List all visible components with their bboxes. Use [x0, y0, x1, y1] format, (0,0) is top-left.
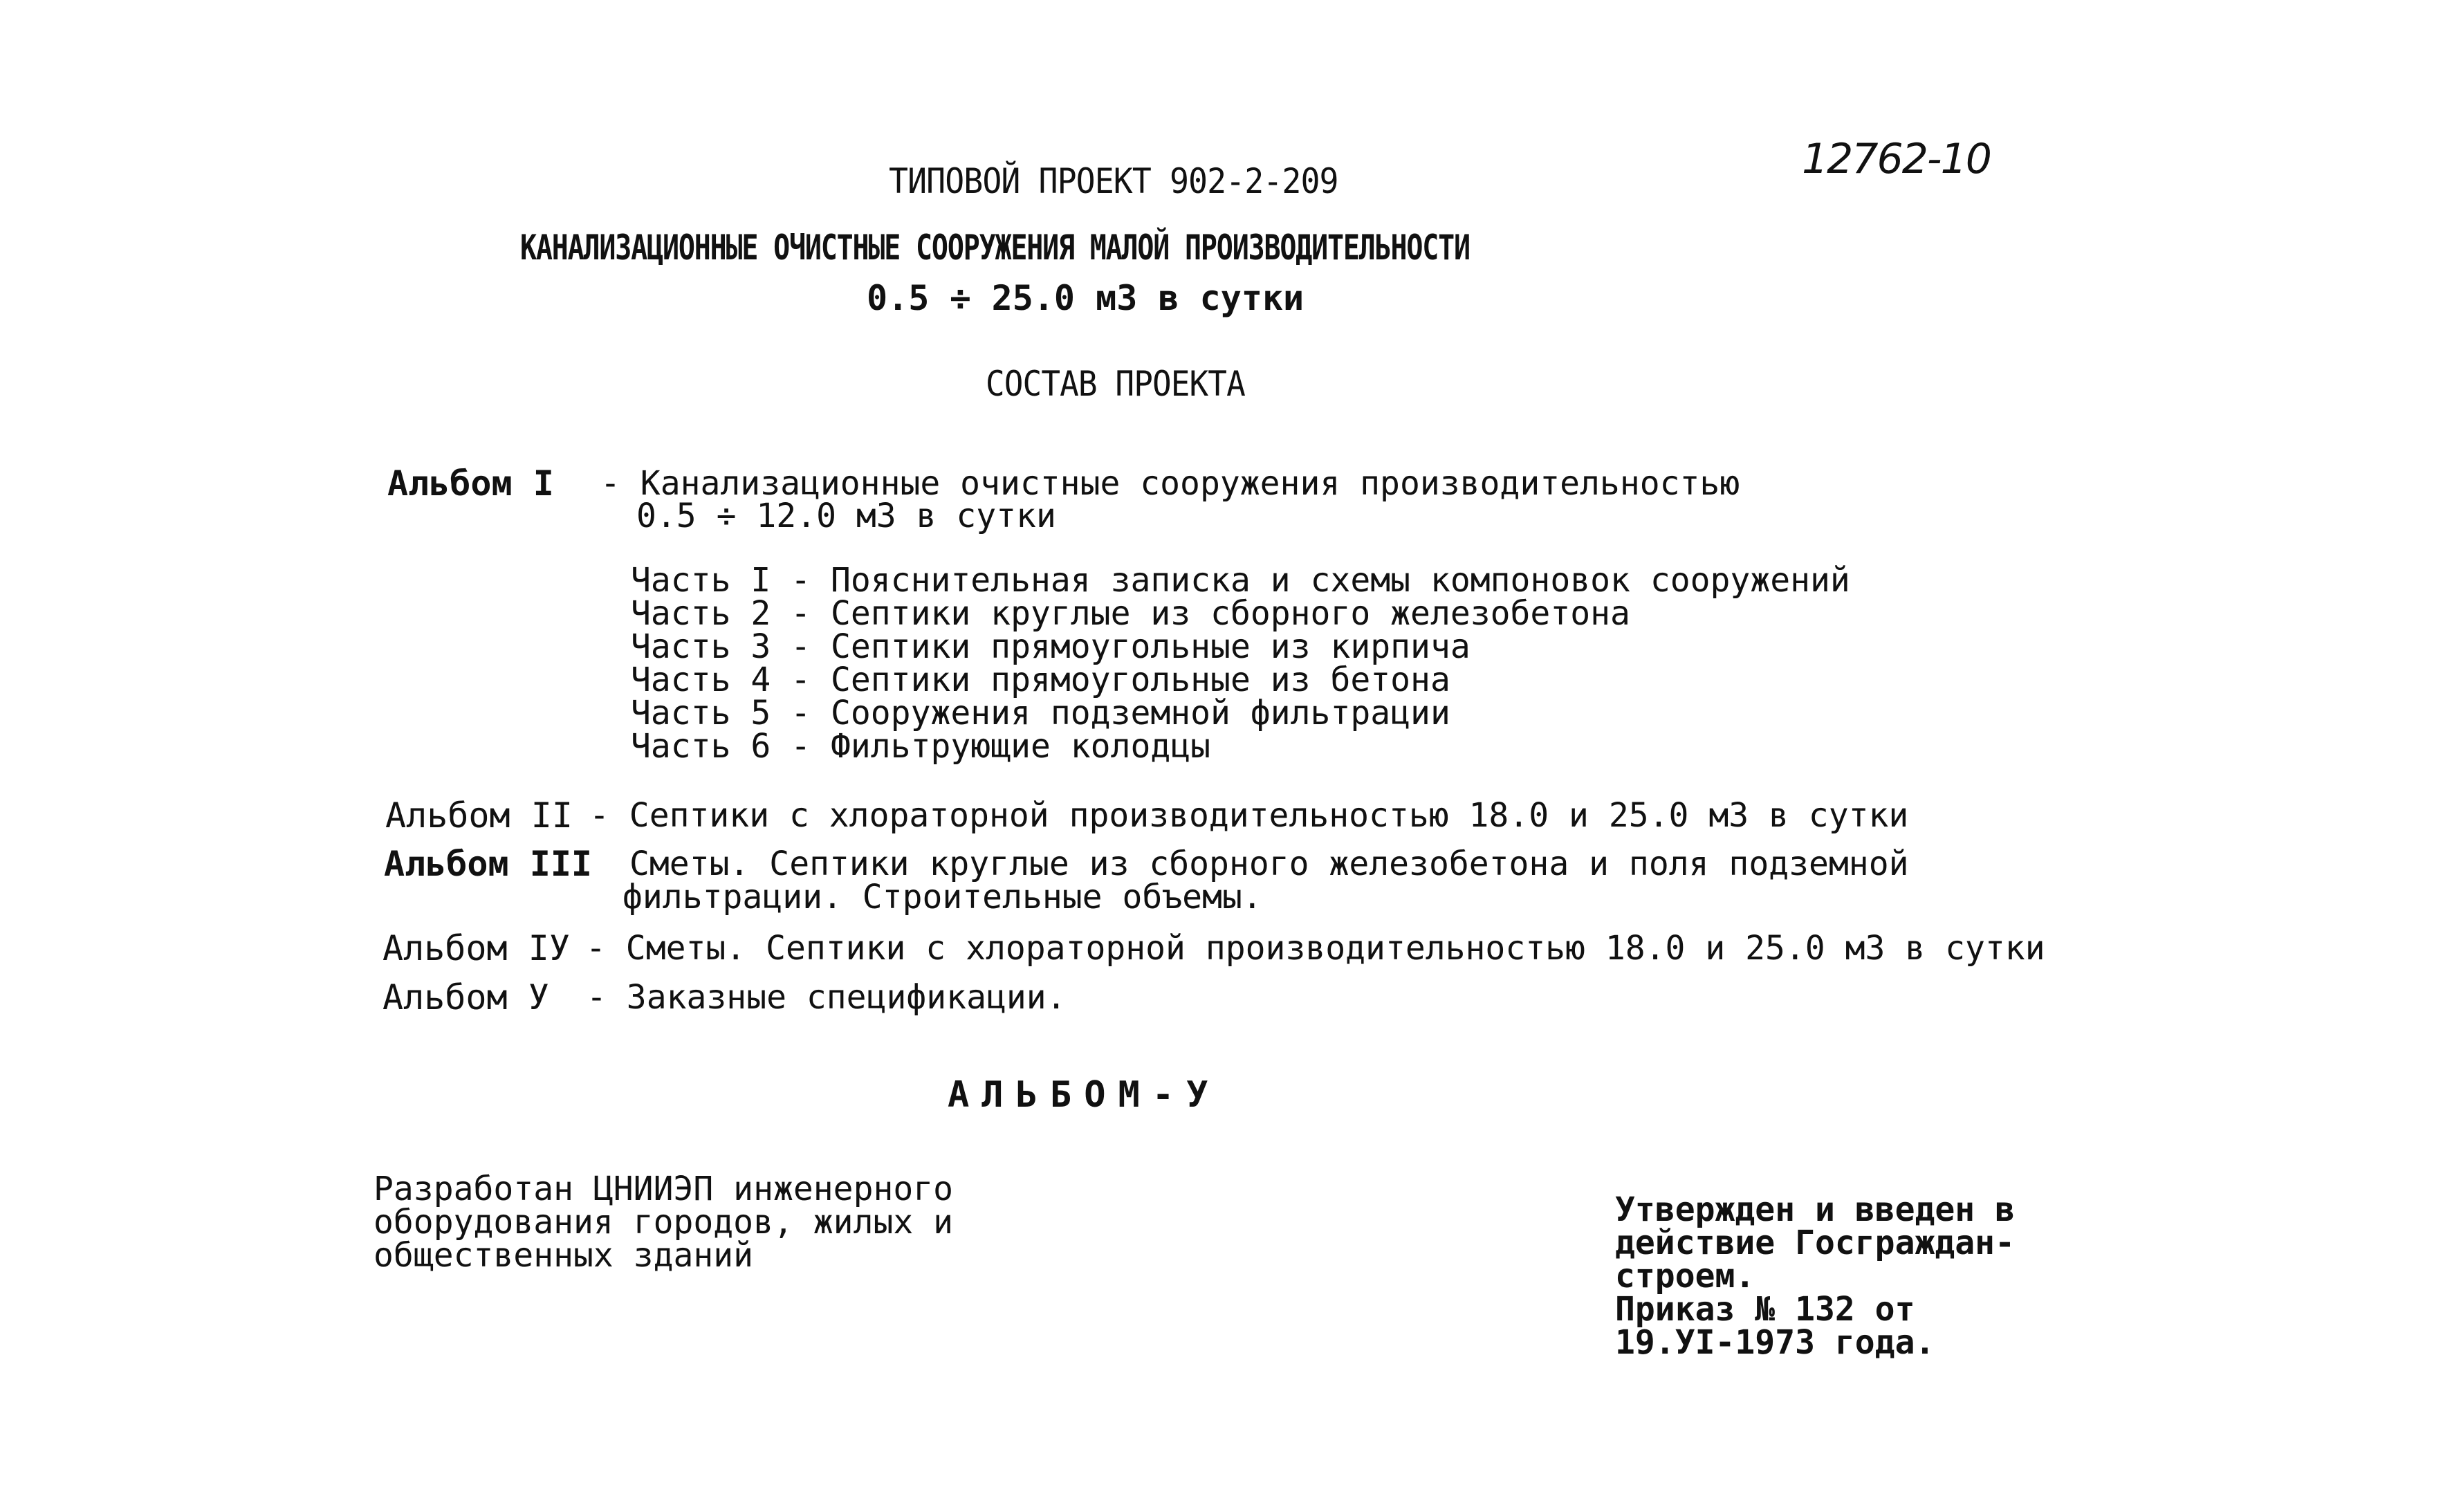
album-5-label: Альбом У: [382, 977, 549, 1017]
approval-line-3: строем.: [1615, 1257, 1755, 1296]
album-v-heading: АЛЬБОМ-У: [948, 1074, 1221, 1116]
developer-line-2: оборудования городов, жилых и: [374, 1203, 954, 1242]
album-1-parts-list: [631, 561, 1850, 766]
album-3-line-1: Сметы. Септики круглые из сборного железобетона и поля подземной: [629, 845, 1909, 883]
approval-line-5: 19.УI-1973 года.: [1615, 1323, 1935, 1362]
album-1-part-1: Часть I - Пояснительная записка и схемы компоновок сооружений: [631, 561, 1850, 600]
album-3-label: Альбом III: [384, 844, 593, 884]
album-1-line-1: - Канализационные очистные сооружения производительностью: [600, 464, 1740, 503]
album-1-part-6: Часть 6 - Фильтрующие колодцы: [631, 727, 1211, 766]
album-3-line-2: фильтрации. Строительные объемы.: [623, 878, 1262, 916]
developer-line-1: Разработан ЦНИИЭП инженерного: [374, 1170, 954, 1208]
composition-heading: СОСТАВ ПРОЕКТА: [986, 364, 1245, 404]
approval-line-1: Утвержден и введен в: [1615, 1190, 2015, 1229]
album-2-text: - Септики с хлораторной производительностью 18.0 и 25.0 м3 в сутки: [589, 796, 1909, 835]
album-1-part-5: Часть 5 - Сооружения подземной фильтрации: [631, 694, 1450, 732]
album-1-line-2: 0.5 ÷ 12.0 м3 в сутки: [636, 497, 1056, 535]
document-number: 12762-10: [1802, 135, 1991, 183]
developer-block: [374, 1170, 954, 1275]
album-1-part-2: Часть 2 - Септики круглые из сборного железобетона: [631, 594, 1630, 633]
capacity-range: 0.5 ÷ 25.0 м3 в сутки: [867, 278, 1305, 318]
main-title: КАНАЛИЗАЦИОННЫЕ ОЧИСТНЫЕ СООРУЖЕНИЯ МАЛОЙ ПРОИЗВОДИТЕЛЬНОСТИ: [520, 228, 1470, 268]
album-4-label: Альбом IУ: [382, 928, 570, 968]
album-4-text: - Сметы. Септики с хлораторной производительностью 18.0 и 25.0 м3 в сутки: [586, 929, 2045, 968]
approval-line-4: Приказ № 132 от: [1615, 1290, 1915, 1329]
developer-line-3: общественных зданий: [374, 1236, 754, 1275]
album-2-label: Альбом II: [385, 795, 573, 836]
approval-block: [1615, 1190, 2015, 1362]
project-title: ТИПОВОЙ ПРОЕКТ 902-2-209: [889, 161, 1338, 201]
album-5-text: - Заказные спецификации.: [587, 978, 1067, 1017]
album-1-part-3: Часть 3 - Септики прямоугольные из кирпича: [631, 627, 1471, 666]
approval-line-2: действие Госграждан-: [1615, 1224, 2015, 1262]
album-1-part-4: Часть 4 - Септики прямоугольные из бетона: [631, 661, 1450, 699]
album-1-label: Альбом I: [387, 463, 554, 504]
